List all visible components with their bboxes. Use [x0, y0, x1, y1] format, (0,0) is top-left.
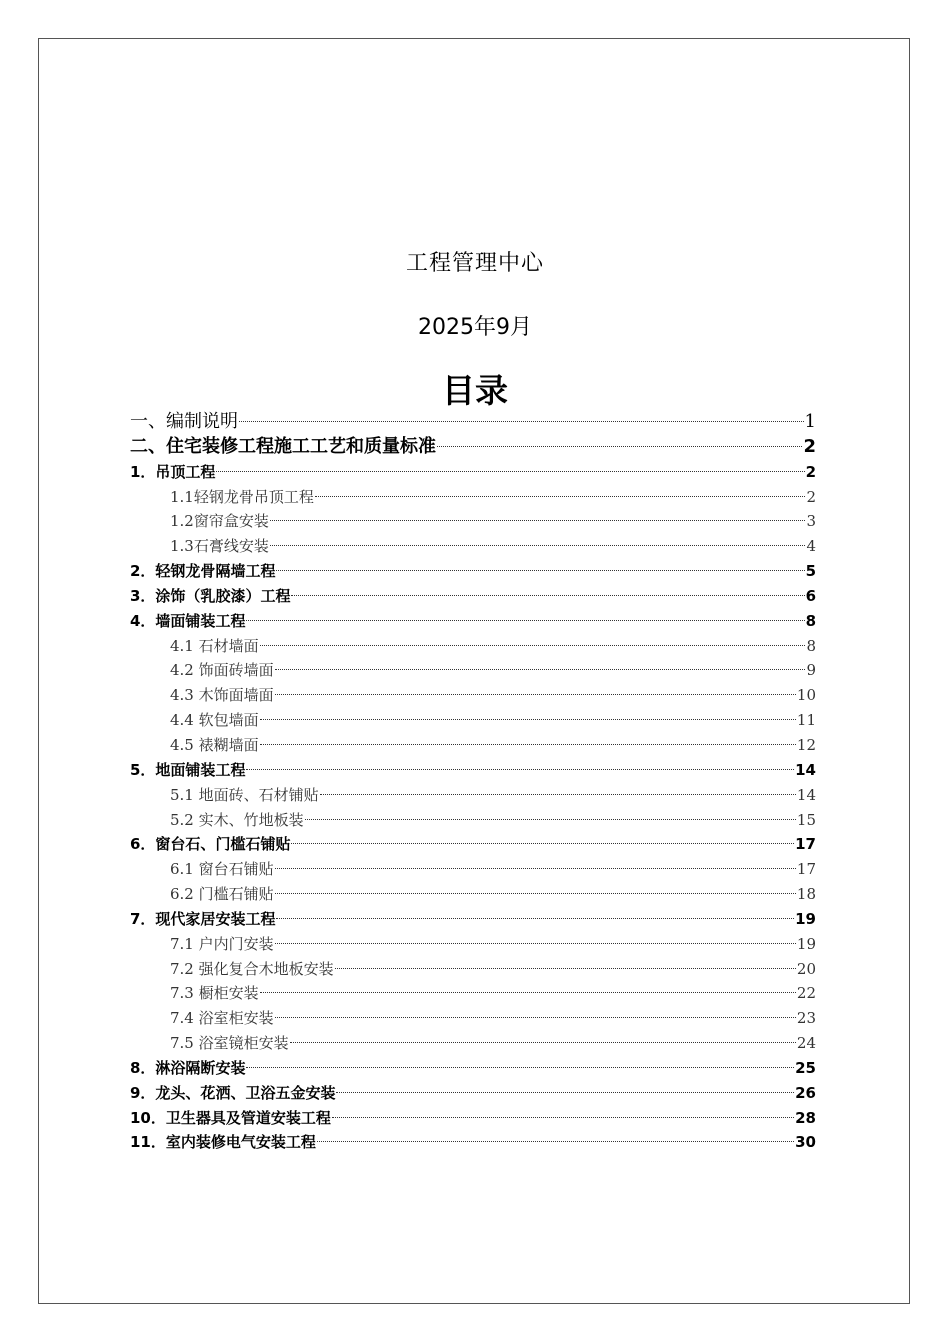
toc-entry-page-number: 19	[796, 934, 816, 953]
toc-entry-page-number: 15	[796, 810, 816, 829]
toc-dot-leader	[260, 992, 796, 993]
toc-entry-label: 5.2 实木、竹地板装	[170, 810, 304, 829]
toc-dot-leader	[276, 918, 794, 919]
toc-dot-leader	[275, 893, 796, 894]
toc-entry-label: 1．吊顶工程	[130, 462, 216, 481]
toc-dot-leader	[317, 1141, 794, 1142]
toc-entry-page-number: 14	[796, 785, 816, 804]
toc-entry-label: 6.1 窗台石铺贴	[170, 860, 274, 879]
toc-entry[interactable]	[130, 683, 816, 708]
toc-entry-label: 1.2窗帘盒安装	[170, 512, 269, 531]
toc-entry-page-number: 30	[795, 1133, 816, 1152]
toc-dot-leader	[335, 968, 796, 969]
toc-entry[interactable]	[130, 981, 816, 1006]
toc-dot-leader	[260, 645, 806, 646]
toc-entry-page-number: 28	[795, 1108, 816, 1127]
toc-entry[interactable]	[130, 584, 816, 609]
toc-entry-label: 7.5 浴室镜柜安装	[170, 1034, 289, 1053]
toc-entry-label: 4.2 饰面砖墙面	[170, 661, 274, 680]
toc-entry-label: 7．现代家居安装工程	[130, 909, 276, 928]
toc-dot-leader	[315, 496, 806, 497]
toc-entry-label: 7.4 浴室柜安装	[170, 1009, 274, 1028]
toc-dot-leader	[275, 669, 806, 670]
toc-entry[interactable]	[130, 808, 816, 833]
toc-dot-leader	[275, 868, 796, 869]
toc-dot-leader	[275, 943, 796, 944]
toc-entry-label: 1.3石膏线安装	[170, 537, 269, 556]
toc-entry-label: 6.2 门槛石铺贴	[170, 885, 274, 904]
toc-dot-leader	[239, 421, 804, 422]
toc-entry-label: 7.1 户内门安装	[170, 934, 274, 953]
toc-dot-leader	[246, 769, 794, 770]
toc-dot-leader	[276, 570, 804, 571]
toc-dot-leader	[332, 1117, 794, 1118]
toc-entry-page-number: 19	[795, 909, 816, 928]
toc-entry[interactable]	[130, 435, 816, 460]
toc-entry-label: 二、住宅装修工程施工工艺和质量标准	[130, 435, 436, 457]
toc-entry-label: 4.4 软包墙面	[170, 711, 259, 730]
toc-dot-leader	[260, 719, 796, 720]
toc-title: 目录	[442, 371, 508, 410]
toc-entry[interactable]	[130, 733, 816, 758]
toc-entry-page-number: 6	[805, 586, 816, 605]
toc-entry-label: 5.1 地面砖、石材铺贴	[170, 785, 319, 804]
toc-entry-page-number: 2	[805, 462, 816, 481]
toc-entry[interactable]	[130, 658, 816, 683]
toc-entry[interactable]	[130, 1081, 816, 1106]
toc-entry-page-number: 4	[806, 537, 816, 556]
toc-dot-leader	[291, 595, 804, 596]
toc-entry-label: 4．墙面铺装工程	[130, 611, 246, 630]
toc-entry-page-number: 8	[805, 611, 816, 630]
toc-entry-page-number: 25	[795, 1058, 816, 1077]
toc-entry-label: 8．淋浴隔断安装	[130, 1058, 246, 1077]
toc-dot-leader	[291, 843, 794, 844]
toc-entry[interactable]	[130, 1031, 816, 1056]
toc-entry[interactable]	[130, 1056, 816, 1081]
toc-dot-leader	[336, 1092, 794, 1093]
toc-dot-leader	[275, 1017, 796, 1018]
toc-entry-label: 9．龙头、花洒、卫浴五金安装	[130, 1083, 336, 1102]
toc-dot-leader	[270, 520, 806, 521]
toc-entry-page-number: 20	[796, 959, 816, 978]
toc-entry[interactable]	[130, 1006, 816, 1031]
toc-dot-leader	[260, 744, 796, 745]
toc-entry[interactable]	[130, 957, 816, 982]
toc-dot-leader	[320, 794, 796, 795]
toc-entry-label: 一、编制说明	[130, 411, 238, 432]
toc-entry[interactable]	[130, 1130, 816, 1155]
toc-entry-page-number: 1	[804, 411, 816, 432]
toc-entry-page-number: 22	[796, 984, 816, 1003]
organization-name: 工程管理中心	[405, 251, 544, 276]
toc-entry[interactable]	[130, 534, 816, 559]
toc-entry-page-number: 17	[795, 835, 816, 854]
toc-entry-page-number: 5	[805, 562, 816, 581]
toc-entry[interactable]	[130, 609, 816, 634]
toc-dot-leader	[275, 694, 796, 695]
toc-entry-page-number: 18	[796, 885, 816, 904]
toc-entry-page-number: 11	[796, 711, 816, 730]
document-date: 2025年9月	[418, 315, 532, 340]
toc-entry-label: 4.5 裱糊墙面	[170, 735, 259, 754]
toc-entry[interactable]	[130, 708, 816, 733]
toc-entry-label: 7.3 橱柜安装	[170, 984, 259, 1003]
toc-entry-label: 1.1轻钢龙骨吊顶工程	[170, 487, 314, 506]
toc-entry-page-number: 23	[796, 1009, 816, 1028]
toc-entry[interactable]	[130, 485, 816, 510]
toc-entry-page-number: 2	[806, 487, 816, 506]
toc-entry-page-number: 17	[796, 860, 816, 879]
toc-entry-label: 10．卫生器具及管道安装工程	[130, 1108, 331, 1127]
toc-entry[interactable]	[130, 1106, 816, 1131]
toc-dot-leader	[216, 471, 804, 472]
toc-entry-label: 2．轻钢龙骨隔墙工程	[130, 562, 276, 581]
toc-entry[interactable]	[130, 410, 816, 435]
toc-entry[interactable]	[130, 758, 816, 783]
toc-entry[interactable]	[130, 932, 816, 957]
toc-entry-page-number: 24	[796, 1034, 816, 1053]
toc-entry-label: 3．涂饰（乳胶漆）工程	[130, 586, 291, 605]
toc-entry-page-number: 2	[803, 435, 816, 457]
toc-entry-label: 5．地面铺装工程	[130, 760, 246, 779]
toc-entry-page-number: 12	[796, 735, 816, 754]
toc-dot-leader	[437, 446, 802, 447]
toc-entry-page-number: 8	[806, 636, 816, 655]
toc-entry-label: 6．窗台石、门槛石铺贴	[130, 835, 291, 854]
toc-dot-leader	[246, 620, 804, 621]
toc-entry-page-number: 9	[806, 661, 816, 680]
toc-entry-label: 4.3 木饰面墙面	[170, 686, 274, 705]
toc-entry[interactable]	[130, 783, 816, 808]
toc-entry[interactable]	[130, 832, 816, 857]
toc-entry-label: 4.1 石材墙面	[170, 636, 259, 655]
table-of-contents	[130, 410, 816, 1155]
toc-entry-page-number: 3	[806, 512, 816, 531]
toc-entry[interactable]	[130, 882, 816, 907]
toc-entry-label: 11．室内装修电气安装工程	[130, 1133, 316, 1152]
toc-entry-page-number: 26	[795, 1083, 816, 1102]
toc-entry-page-number: 14	[795, 760, 816, 779]
toc-entry[interactable]	[130, 509, 816, 534]
toc-entry[interactable]	[130, 907, 816, 932]
toc-dot-leader	[270, 545, 806, 546]
toc-entry[interactable]	[130, 559, 816, 584]
toc-dot-leader	[290, 1042, 796, 1043]
toc-entry-page-number: 10	[796, 686, 816, 705]
toc-dot-leader	[305, 819, 796, 820]
toc-entry[interactable]	[130, 460, 816, 485]
toc-dot-leader	[246, 1067, 794, 1068]
toc-entry-label: 7.2 强化复合木地板安装	[170, 959, 334, 978]
toc-entry[interactable]	[130, 634, 816, 659]
toc-entry[interactable]	[130, 857, 816, 882]
